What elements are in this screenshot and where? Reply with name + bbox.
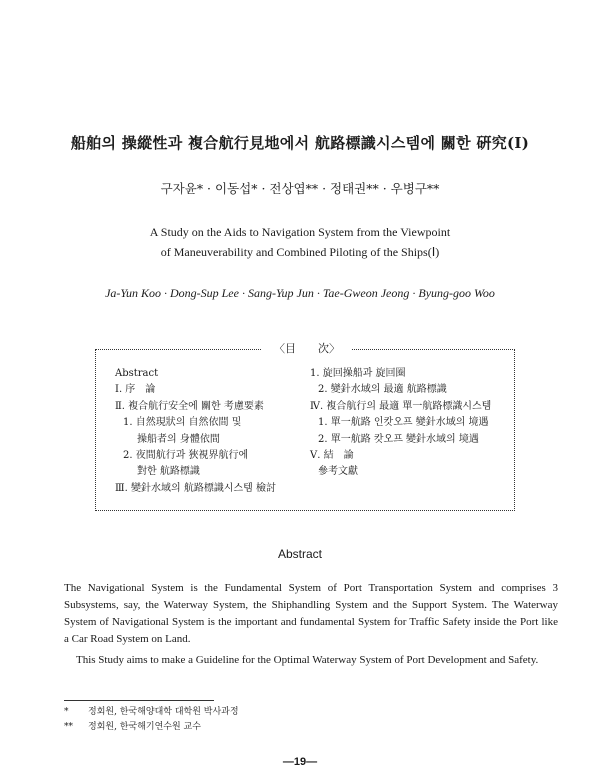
footnote-mark: ** [64, 722, 73, 732]
footnote-text: 정회원, 한국해양대학 대학원 박사과정 [88, 707, 239, 717]
page-number: —19— [282, 756, 318, 768]
toc-heading: 〈目 次〉 [262, 340, 352, 356]
footnote [64, 705, 239, 720]
footnote-mark: * [64, 707, 69, 717]
toc-item: Ⅳ. 複合航行의 最適 單一航路標識시스템 [310, 400, 492, 412]
title-en-line-2: of Maneuverability and Combined Piloting of the Ships(Ⅰ) [160, 245, 440, 259]
abstract-paragraph: The Navigational System is the Fundamental System of Port Transportation System and comprises 3 Subsystems, say, the Waterway System, the Shiphandling System and the Support System. The Waterway System of Navigational System is the important and fundamental System for Traffic Safety inside the Port like a Car Road System on Land. [64, 582, 558, 645]
toc-item: Ⅱ. 複合航行安全에 關한 考慮要素 [115, 400, 264, 412]
toc-item: 2. 變針水域의 最適 航路標識 [318, 384, 447, 396]
footnote-text: 정회원, 한국해기연수원 교수 [88, 722, 201, 732]
title-en-line-1: A Study on the Aids to Navigation System from the Viewpoint [149, 225, 451, 239]
toc-item: 對한 航路標識 [137, 466, 200, 478]
abstract-body [64, 580, 558, 673]
footnote [64, 720, 239, 735]
toc-left-column [115, 366, 276, 497]
toc-item: 1. 自然現狀의 自然依間 및 [123, 417, 242, 429]
abstract-paragraph: This Study aims to make a Guideline for the Optimal Waterway System of Port Development and Safety. [76, 654, 539, 666]
abstract-heading: Abstract [277, 547, 322, 561]
toc-item: Ⅲ. 變針水域의 航路標識시스템 檢討 [115, 482, 276, 494]
toc-item: 2. 單一航路 캇오프 變針水域의 境遇 [318, 433, 479, 445]
toc-item: Ⅴ. 結 論 [310, 450, 354, 462]
footnotes [64, 705, 239, 735]
toc-item: 操船者의 身體依間 [137, 433, 220, 445]
footnote-divider [64, 700, 214, 701]
toc-item: Abstract [115, 368, 159, 379]
toc-item: 1. 旋回操船과 旋回圈 [310, 368, 406, 379]
toc-right-column [310, 366, 491, 481]
author-list-korean: 구자윤* · 이동섭* · 전상엽** · 정태권** · 우병구** [160, 181, 440, 196]
toc-item: 1. 單一航路 인캇오프 變針水域의 境遇 [318, 417, 489, 429]
toc-item: 參考文獻 [318, 466, 358, 478]
paper-title-english [0, 222, 600, 262]
author-list-english: Ja-Yun Koo · Dong-Sup Lee · Sang-Yup Jun · Tae-Gweon Jeong · Byung-goo Woo [105, 286, 495, 300]
toc-item: Ⅰ. 序 論 [115, 384, 156, 396]
paper-title-korean: 船舶의 操縱性과 複合航行見地에서 航路標識시스템에 關한 硏究(Ⅰ) [70, 134, 530, 152]
toc-item: 2. 夜間航行과 狹視界航行에 [123, 450, 249, 462]
